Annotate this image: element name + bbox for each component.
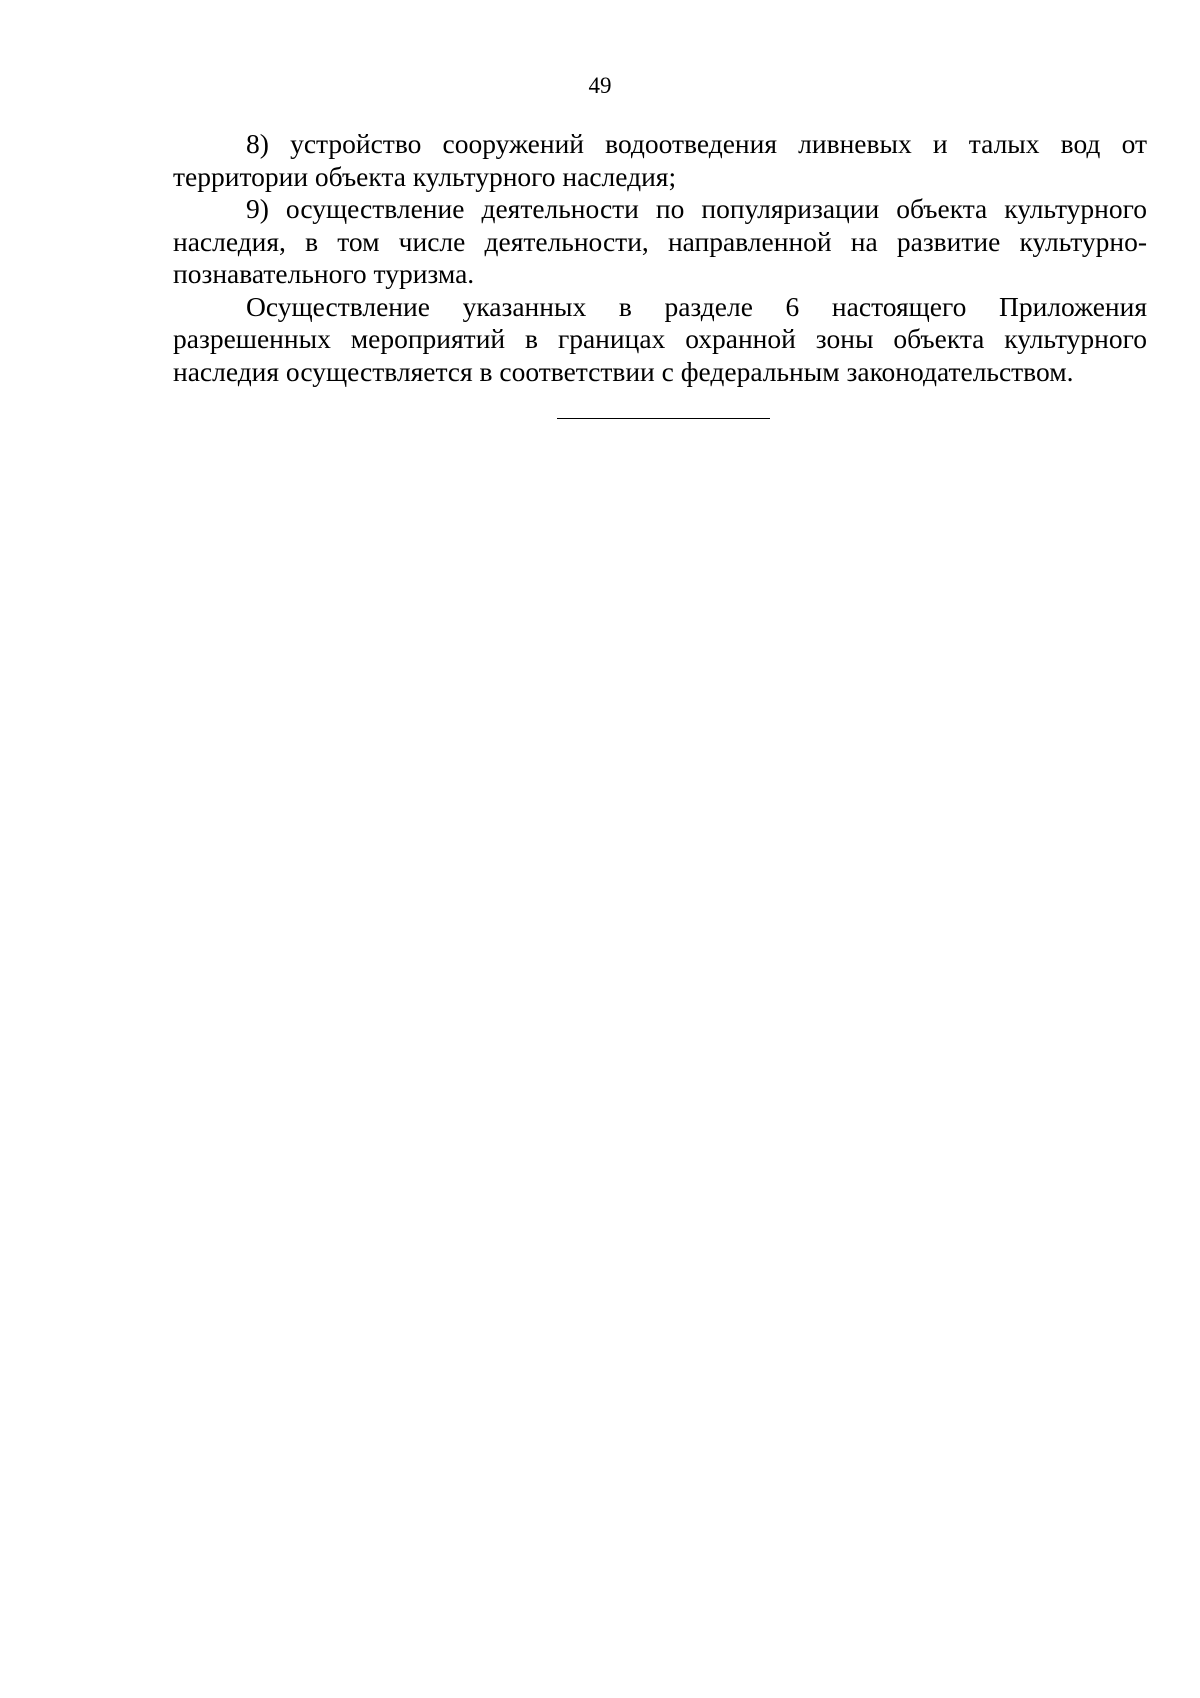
paragraph-item-8: 8) устройство сооружений водоотведения ливневых и талых вод от территории объекта культурного наследия;	[173, 128, 1147, 192]
paragraph-closing: Осуществление указанных в разделе 6 настоящего Приложения разрешенных мероприятий в границах охранной зоны объекта культурного наследия осуществляется в соответствии с федеральным законодательством.	[173, 290, 1147, 387]
paragraph-item-9: 9) осуществление деятельности по популяризации объекта культурного наследия, в том числе деятельности, направленной на развитие культурно-познавательного туризма.	[173, 193, 1147, 289]
page-number: 49	[588, 73, 612, 98]
document-body	[173, 128, 1147, 388]
end-divider	[557, 418, 770, 419]
